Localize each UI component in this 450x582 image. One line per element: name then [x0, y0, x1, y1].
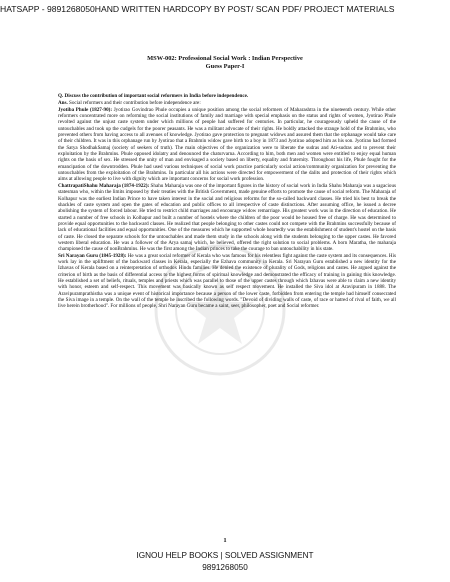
course-title: MSW-002: Professional Social Work : Indian Perspective [147, 55, 303, 62]
top-banner: HATSAPP - 9891268050HAND WRITTEN HARDCOPY BY POST/ SCAN PDF/ PROJECT MATERIALS [0, 4, 395, 14]
section-heading: Jyotiba Phule (1827-90): [58, 106, 113, 113]
document-body [58, 93, 396, 310]
answer-intro-text: Social reformers and their contribution before independence are: [67, 100, 201, 107]
page-number: 1 [223, 537, 227, 544]
section-text: Shahu Maharaja was one of the important figures in the history of social work in India Shahu Maharaja was a sagacious statesman who, within the limits imposed by their treaties with the British Government, made genuine efforts to promote the cause of social reform. The Maharaja of Kolhapur was the earliest Indian Prince to have taken interest in the social and religious reforms for the so-called backward classes. He tried his best to break the shackles of caste system and open the gates of education and public offices to all irrespective of caste distinctions. After assuming office, he issued a decree abolishing the system of forced labour. He tried to restrict child marriages and encourage widow remarriage. His greatest work was in the direction of education. He started a number of free schools in Kolhapur and built a number of hostels where the children of the poor would be housed free of charge. He was determined to provide equal opportunities to the backward classes. He realized that people belonging to other castes could not compete with the Brahmins successfully because of lack of educational facilities and equal opportunities. One of the measures which he supported whole heartedly was the establishment of student's hostel on the basis of caste. He closed the separate schools for the untouchables and made them study in the schools along with the students belonging to the upper castes. He favored western liberal education. He was a follower of the Arya samaj which, he believed, offered the right solution to social problems. A born Maratha, the maharaja championed the cause of nonBrahmins. He was the first among the Indian princes to take the courage to ban untouchability in his state. [58, 182, 396, 253]
section-heading: Sri Narayan Guru (1845-1928): [58, 252, 127, 259]
section-heading: ChattrapatiShahu Maharaja (1874-1922): [58, 182, 150, 189]
guess-paper-label: Guess Paper-I [205, 63, 245, 70]
footer-line-2: 9891268050 [202, 563, 248, 572]
answer-label: Ans. [58, 100, 68, 107]
section-jyotiba-phule [58, 107, 396, 183]
footer-line-1: IGNOU HELP BOOKS | SOLVED ASSIGNMENT [136, 551, 314, 560]
section-text: Jyotirao Govindrao Phule occupies a unique position among the social reformers of Maharashtra in the nineteenth century. While other reformers concentrated more on reforming the social institutions of family and marriage with special emphasis on the status and rights of women, Jyotirao Phule revolted against the unjust caste system under which millions of people had suffered for centuries. In particular, he courageously upheld the cause of the untouchables and took up the cudgels for the poorer peasants. He was a militant advocate of their rights. He boldly attacked the strange hold of the Brahmins, who prevented others from having access to all avenues of knowledge. Jyotirao gave protection to pregnant widows and assured them that the orphanage would take care of their children. It was in this orphanage run by Jyotirao that a Brahmin widow gave birth to a boy in 1873 and Jyotirao adopted him as his son. Jyotirao had formed the Satya ShodhakSamaj (society of seekers of truth). The main objectives of the organization were to liberate the sudras and Ati-sudras and to prevent their exploitation by the Brahmins. Phule opposed idolatry and denounced the chaturvarna. According to him, both men and women were entitled to enjoy equal human rights on the basis of sex. He stressed the unity of man and envisaged a society based on liberty, equality and fraternity. Throughout his life, Phule fought for the emancipation of the downtrodden. Phule had used various techniques of social work practice particularly social action/community organization for preventing the untouchables from the exploitation of the Brahmins. In particular all his actions were directed for empowerment of the dalits and protection of their rights which aims at allowing people to live with dignity which are important concerns for social work profession. [58, 106, 396, 183]
question: Q. Discuss the contribution of important social reformers in India before independence. [58, 93, 249, 99]
section-narayan-guru [58, 253, 396, 310]
section-shahu-maharaja [58, 183, 396, 253]
section-text: He was a great social reformer of Kerala who was famous for his relentless fight against the caste system and its consequences. His work lay in the upliftment of the backward classes in Kerala, especially the Ezhava community in Kerala. Sri Narayan Guru established a new identity for the Izhavas of Kerala based on a reinterpretation of orthodox Hindu families. He denied the existence of plurality of Gods, religions and castes. He argued against the criterion of birth as the basis of differential access to the highest forms of spiritual knowledge and demonstrated the efficacy of training in gaining this knowledge. He established a set of beliefs, rituals, temples and priests which was parallel to those of the upper castes through which Izhavas were able to claim a new identity with honor, esteem and self-respect. This movement was basically known as self respect movement. He installed the Siva idol at Aravipuram in 1888. The Aravipuramprathistha was a unique event of historical importance because a person of the lower caste, forbidden from entering the temple had himself consecrated the Siva image in a temple. On the wall of the temple he inscribed the following words. "Devoid of dividing walls of caste, of race or hatred of rival of faith, we all live herein brotherhood". For millions of people, Shri Narayan Guru became a saint, seer, philosopher, poet and Social reformer. [58, 252, 396, 310]
